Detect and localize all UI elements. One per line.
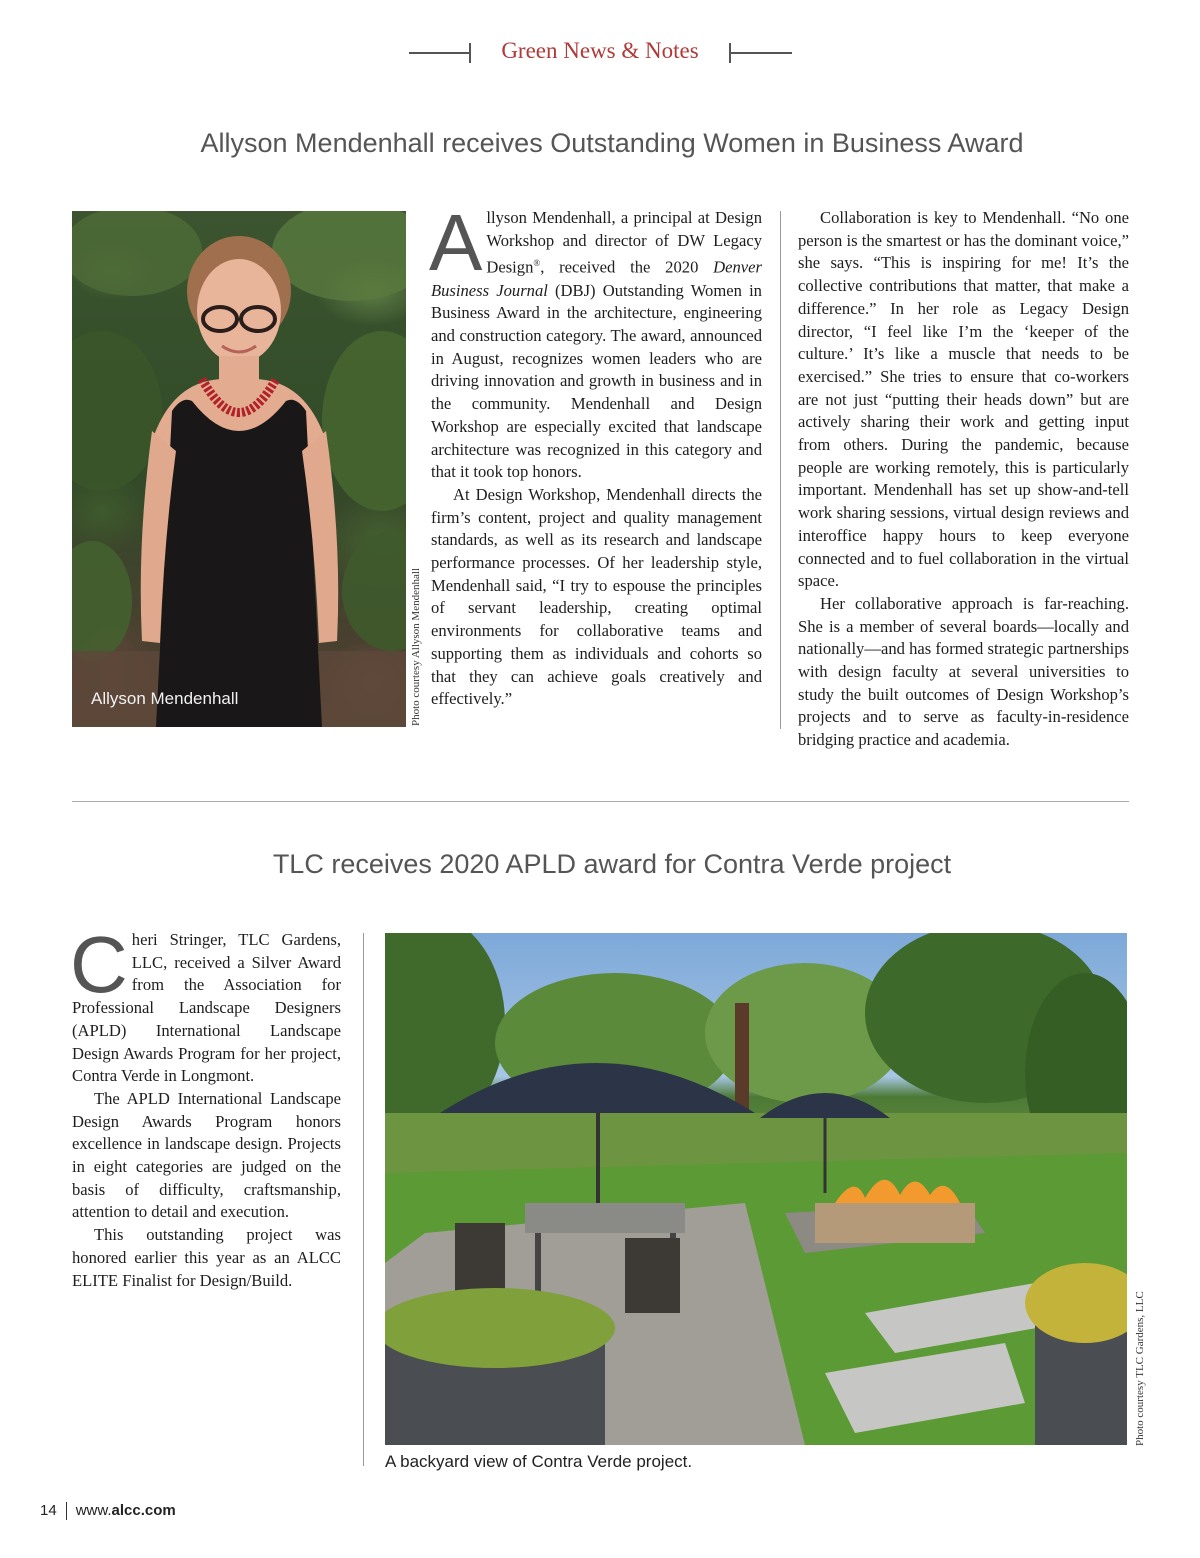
article2-column xyxy=(70,920,341,1292)
column-divider-2 xyxy=(363,933,364,1466)
article2-dropcap: C xyxy=(70,920,128,1009)
column-divider-1 xyxy=(780,211,781,729)
article1-paragraph-2: At Design Workshop, Mendenhall directs the firm’s content, project and quality management standards, as well as its research and landscape performance processes. Of her leadership style, Mendenhall said, “I try to espouse the principles of servant leadership, creating optimal environments for collaborative teams and supporting them as individuals and cohorts so that they can achieve goals creatively and effectively.” xyxy=(431,484,762,709)
article2-paragraph-3: This outstanding project was honored earlier this year as an ALCC ELITE Finalist for Design/Build. xyxy=(72,1225,341,1290)
portrait-photo xyxy=(72,211,406,727)
article1-column-1 xyxy=(429,198,762,711)
section-rule-right xyxy=(729,52,792,54)
backyard-photo-credit: Photo courtesy TLC Gardens, LLC xyxy=(1134,1291,1146,1446)
page-number: 14 xyxy=(40,1502,57,1519)
article1-paragraph-4: Her collaborative approach is far-reaching. She is a member of several boards—locally and nationally—and has formed strategic partnerships with design faculty at several universities to study the built outcomes of Design Workshop’s projects and to serve as faculty-in-residence bridging practice and academia. xyxy=(798,593,1129,750)
footer-separator xyxy=(66,1502,67,1520)
page-footer xyxy=(40,1502,176,1520)
article2-paragraph-2: The APLD International Landscape Design Awards Program honors excellence in landscape design. Projects in eight categories are judged on the basis of difficulty, craftsmanship, attention to detail and execution. xyxy=(72,1088,341,1222)
article1-paragraph-1: Allyson Mendenhall, a principal at Design Workshop and director of DW Legacy Design®, received the 2020 Denver Business Journal (DBJ) Outstanding Women in Business Award in the architecture, engineering and construction category. The award, announced in August, recognizes women leaders who are driving innovation and growth in business and in the community. Mendenhall and Design Workshop are especially excited that landscape architecture was recognized in this category and that it took top honors. xyxy=(429,198,762,482)
portrait-photo-icon xyxy=(72,211,406,727)
section-rule-left xyxy=(409,52,470,54)
article1-headline: Allyson Mendenhall receives Outstanding Women in Business Award xyxy=(200,128,1024,158)
article1-column-2 xyxy=(798,207,1129,752)
article2-paragraph-1: Cheri Stringer, TLC Gardens, LLC, received a Silver Award from the Association for Professional Landscape Designers (APLD) International Landscape Design Awards Program for her project, Contra Verde in Longmont. xyxy=(70,920,341,1086)
backyard-photo-icon xyxy=(385,933,1127,1445)
article1-dropcap: A xyxy=(429,198,483,287)
article-divider xyxy=(72,801,1129,802)
article1-paragraph-3: Collaboration is key to Mendenhall. “No one person is the smartest or has the dominant voice,” she says. “This is inspiring for me! It’s the collective contributions that matter, that make a difference.” In her role as Legacy Design director, “I feel like I’m the ‘keeper of the culture.’ It’s like a muscle that needs to be exercised.” She tries to ensure that co-workers are not just “putting their heads down” but are actively sharing their work and getting input from others. During the pandemic, because people are working remotely, this is particularly important. Mendenhall has set up show-and-tell work sharing sessions, virtual design reviews and interoffice happy hours to keep everyone connected and to fuel collaboration in the virtual space. xyxy=(798,208,1129,591)
portrait-photo-caption: Allyson Mendenhall xyxy=(91,689,239,708)
backyard-photo-caption: A backyard view of Contra Verde project. xyxy=(385,1452,693,1471)
backyard-photo xyxy=(385,933,1127,1445)
section-title: Green News & Notes xyxy=(501,38,699,63)
article2-headline: TLC receives 2020 APLD award for Contra Verde project xyxy=(272,849,952,879)
publication-name: Denver Business Journal xyxy=(431,257,762,300)
website-link[interactable]: www.alcc.com xyxy=(75,1502,176,1519)
portrait-photo-credit: Photo courtesy Allyson Mendenhall xyxy=(410,568,422,726)
